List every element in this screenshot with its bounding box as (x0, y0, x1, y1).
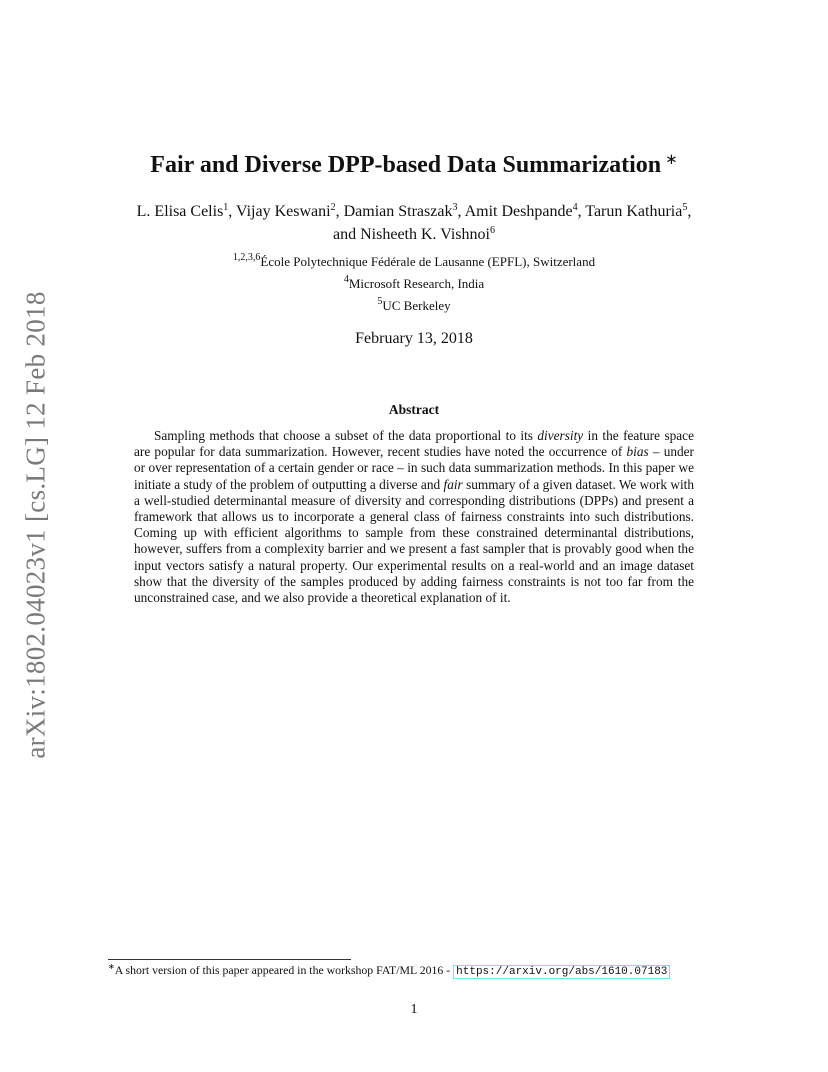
abstract-text: in the feature space are popular for data summarization. However, recent studies have noted the occurrence of (134, 428, 694, 460)
abstract-text: Sampling methods that choose a subset of the data proportional to its (154, 428, 538, 443)
author-affil-mark: 5 (682, 202, 688, 213)
author-name: Damian Straszak (343, 203, 453, 220)
author-list: L. Elisa Celis$^1$, Vijay Keswani$^2$, Damian Straszak$^3$, Amit Deshpande$^4$, Tarun Kathuria$^5$, and Nisheeth K. Vishnoi$^6$ (136, 202, 692, 243)
footnote-mark: ∗ (108, 962, 115, 971)
title-footnote-mark: ∗ (665, 152, 678, 168)
author-name: Nisheeth K. Vishnoi (360, 226, 490, 243)
author-name: L. Elisa Celis (136, 203, 224, 220)
footnote-rule (108, 959, 351, 960)
abstract-emphasis: fair (443, 476, 463, 492)
abstract-emphasis: bias (626, 444, 649, 460)
author-name: Amit Deshpande (464, 203, 573, 220)
affiliation-line (0, 271, 828, 293)
arxiv-identifier-text: arXiv:1802.04023v1 [cs.LG] 12 Feb 2018 (20, 291, 51, 759)
footnote-text: A short version of this paper appeared in the workshop FAT/ML 2016 - (114, 963, 454, 977)
affiliation-list (0, 249, 828, 315)
arxiv-identifier-stamp (16, 290, 56, 760)
abstract-body (134, 428, 694, 606)
abstract-text: summary of a given dataset. We work with a well-studied determinantal measure of diversity and corresponding distributions (DPPs) and present a framework that allows us to incorporate a general class of fairness constraints into such distributions. Coming up with efficient algorithms to sample from these constrained determinantal distributions, however, suffers from a complexity barrier and we present a fast sampler that is provably good when the input vectors satisfy a natural property. Our experimental results on a real-world and an image dataset show that the diversity of the samples produced by adding fairness constraints is not too far from the unconstrained case, and we also provide a theoretical explanation of it. (134, 476, 694, 606)
author-name: Tarun Kathuria (585, 203, 683, 220)
paper-title (0, 150, 828, 179)
affiliation-line (0, 249, 828, 271)
paper-date: February 13, 2018 (355, 330, 473, 347)
affiliation-line (0, 293, 828, 315)
paper-title-text: Fair and Diverse DPP-based Data Summarization (150, 152, 662, 178)
footnote (108, 962, 748, 978)
page-number: 1 (410, 1002, 418, 1017)
author-conjunction: and (333, 226, 357, 243)
abstract-emphasis: diversity (537, 428, 584, 443)
affiliation-mark: 4 (343, 274, 349, 285)
author-affil-mark: 2 (330, 202, 336, 213)
author-name: Vijay Keswani (236, 203, 331, 220)
footnote-link[interactable]: https://arxiv.org/abs/1610.07183 (453, 965, 670, 979)
author-affil-mark: 3 (452, 202, 458, 213)
author-affil-mark: 6 (489, 225, 495, 236)
abstract-text: – under or over representation of a certain gender or race – in such data summarization methods. In this paper we initiate a study of the problem of outputting a diverse and (134, 444, 694, 492)
affiliation-mark: 5 (377, 296, 383, 307)
affiliation-mark: 1,2,3,6 (232, 252, 261, 263)
author-affil-mark: 1 (223, 202, 229, 213)
abstract-heading: Abstract (388, 402, 440, 417)
affiliation-text: Microsoft Research, India (348, 276, 485, 291)
affiliation-text: UC Berkeley (382, 298, 451, 313)
affiliation-text: École Polytechnique Fédérale de Lausanne (EPFL), Switzerland (260, 254, 596, 269)
author-affil-mark: 4 (572, 202, 578, 213)
